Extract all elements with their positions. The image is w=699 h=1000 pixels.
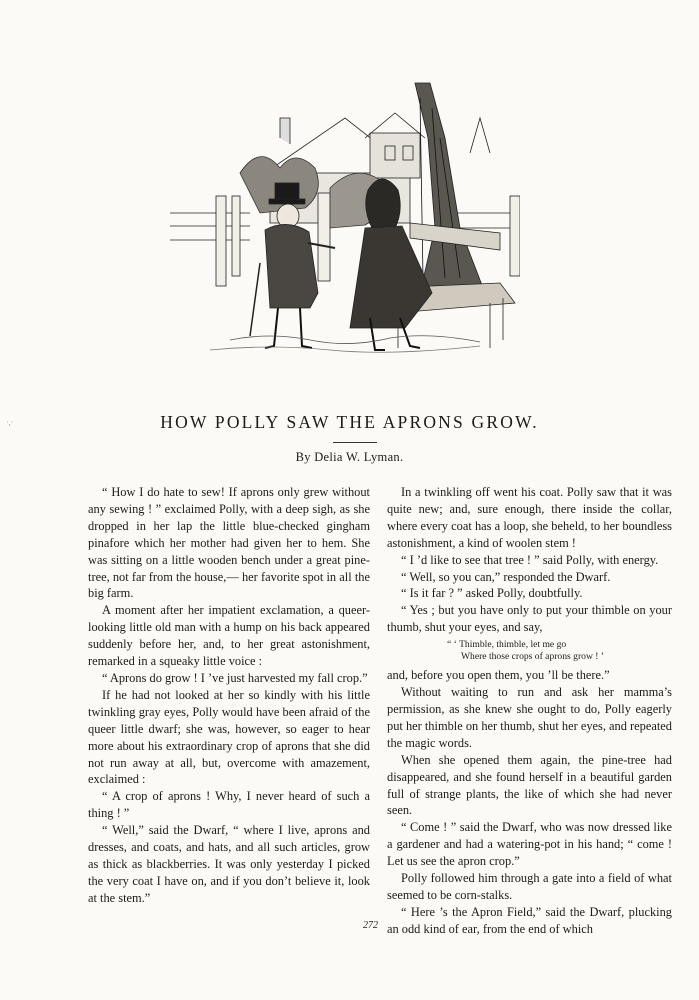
left-column (88, 484, 370, 907)
scan-speck: ·,· (6, 418, 14, 427)
paragraph: “ I ’d like to see that tree ! ” said Polly, with energy. (401, 552, 659, 567)
paragraph: “ Aprons do grow ! I ’ve just harvested my fall crop.” (102, 670, 368, 685)
verse (387, 639, 672, 663)
paragraph: and, before you open them, you ’ll be there.” (387, 668, 610, 683)
story-title: HOW POLLY SAW THE APRONS GROW. (160, 412, 539, 432)
author-byline: By Delia W. Lyman. (295, 450, 404, 464)
engraving-illustration (170, 78, 520, 360)
paragraph: “ A crop of aprons ! Why, I never heard of such a thing ! ” (88, 789, 370, 821)
verse-line: Where those crops of aprons grow ! ’ (461, 651, 605, 663)
paragraph: “ Come ! ” said the Dwarf, who was now dressed like a gardener and had a watering-pot in his hand; “ come ! Let us see the apron crop.” (387, 820, 672, 869)
paragraph: Without waiting to run and ask her mamma’s permission, as she knew she ought to do, Polly eagerly put her thimble on her thumb, shut her eyes, and repeated the magic words. (387, 685, 672, 750)
paragraph: “ Yes ; but you have only to put your thimble on your thumb, shut your eyes, and say, (387, 603, 672, 635)
paragraph: “ Here ’s the Apron Field,” said the Dwarf, plucking an odd kind of ear, from the end of which (387, 904, 672, 936)
paragraph: When she opened them again, the pine-tree had disappeared, and she found herself in a beautiful garden full of strange plants, the like of which she had never seen. (387, 752, 672, 818)
paragraph: A moment after her impatient exclamation, a queer-looking little old man with a hump on his back appeared suddenly before her, and, to her great astonishment, remarked in a squeaky little voice : (88, 603, 370, 669)
title-rule (333, 442, 377, 443)
paragraph: If he had not looked at her so kindly with his little twinkling gray eyes, Polly would have been afraid of the queer little dwarf; she was, however, so eager to hear more about his extraordinary crop of aprons that she did not run away at all, but, overcome with amazement, exclaimed : (88, 687, 370, 787)
paragraph: “ How I do hate to sew! If aprons only grew without any sewing ! ” exclaimed Polly, with a deep sigh, as she dropped in her lap the little blue-checked gingham pinafore which her mother had given her to hem. She was sitting on a little wooden bench under a great pine-tree, not far from the house,— her favorite spot in all the big farm. (88, 485, 370, 601)
paragraph: In a twinkling off went his coat. Polly saw that it was quite new; and, sure enough, there inside the collar, where every coat has a loop, she beheld, to her boundless astonishment, a kind of woolen stem ! (387, 485, 672, 550)
paragraph: Polly followed him through a gate into a field of what seemed to be corn-stalks. (387, 871, 672, 902)
page-number: 272 (363, 920, 378, 931)
paragraph: “ Well, so you can,” responded the Dwarf. (401, 569, 611, 584)
paragraph: “ Is it far ? ” asked Polly, doubtfully. (401, 586, 583, 601)
pine-tree-drawing (415, 83, 485, 293)
verse-line: “ ‘ Thimble, thimble, let me go (447, 639, 567, 651)
paragraph: “ Well,” said the Dwarf, “ where I live, aprons and dresses, and coats, and hats, and all such articles, grow as thick as blackberries. It was only yesterday I picked the very coat I have on, and if you don’t believe it, look at the stem.” (88, 823, 370, 905)
right-column (387, 484, 672, 938)
